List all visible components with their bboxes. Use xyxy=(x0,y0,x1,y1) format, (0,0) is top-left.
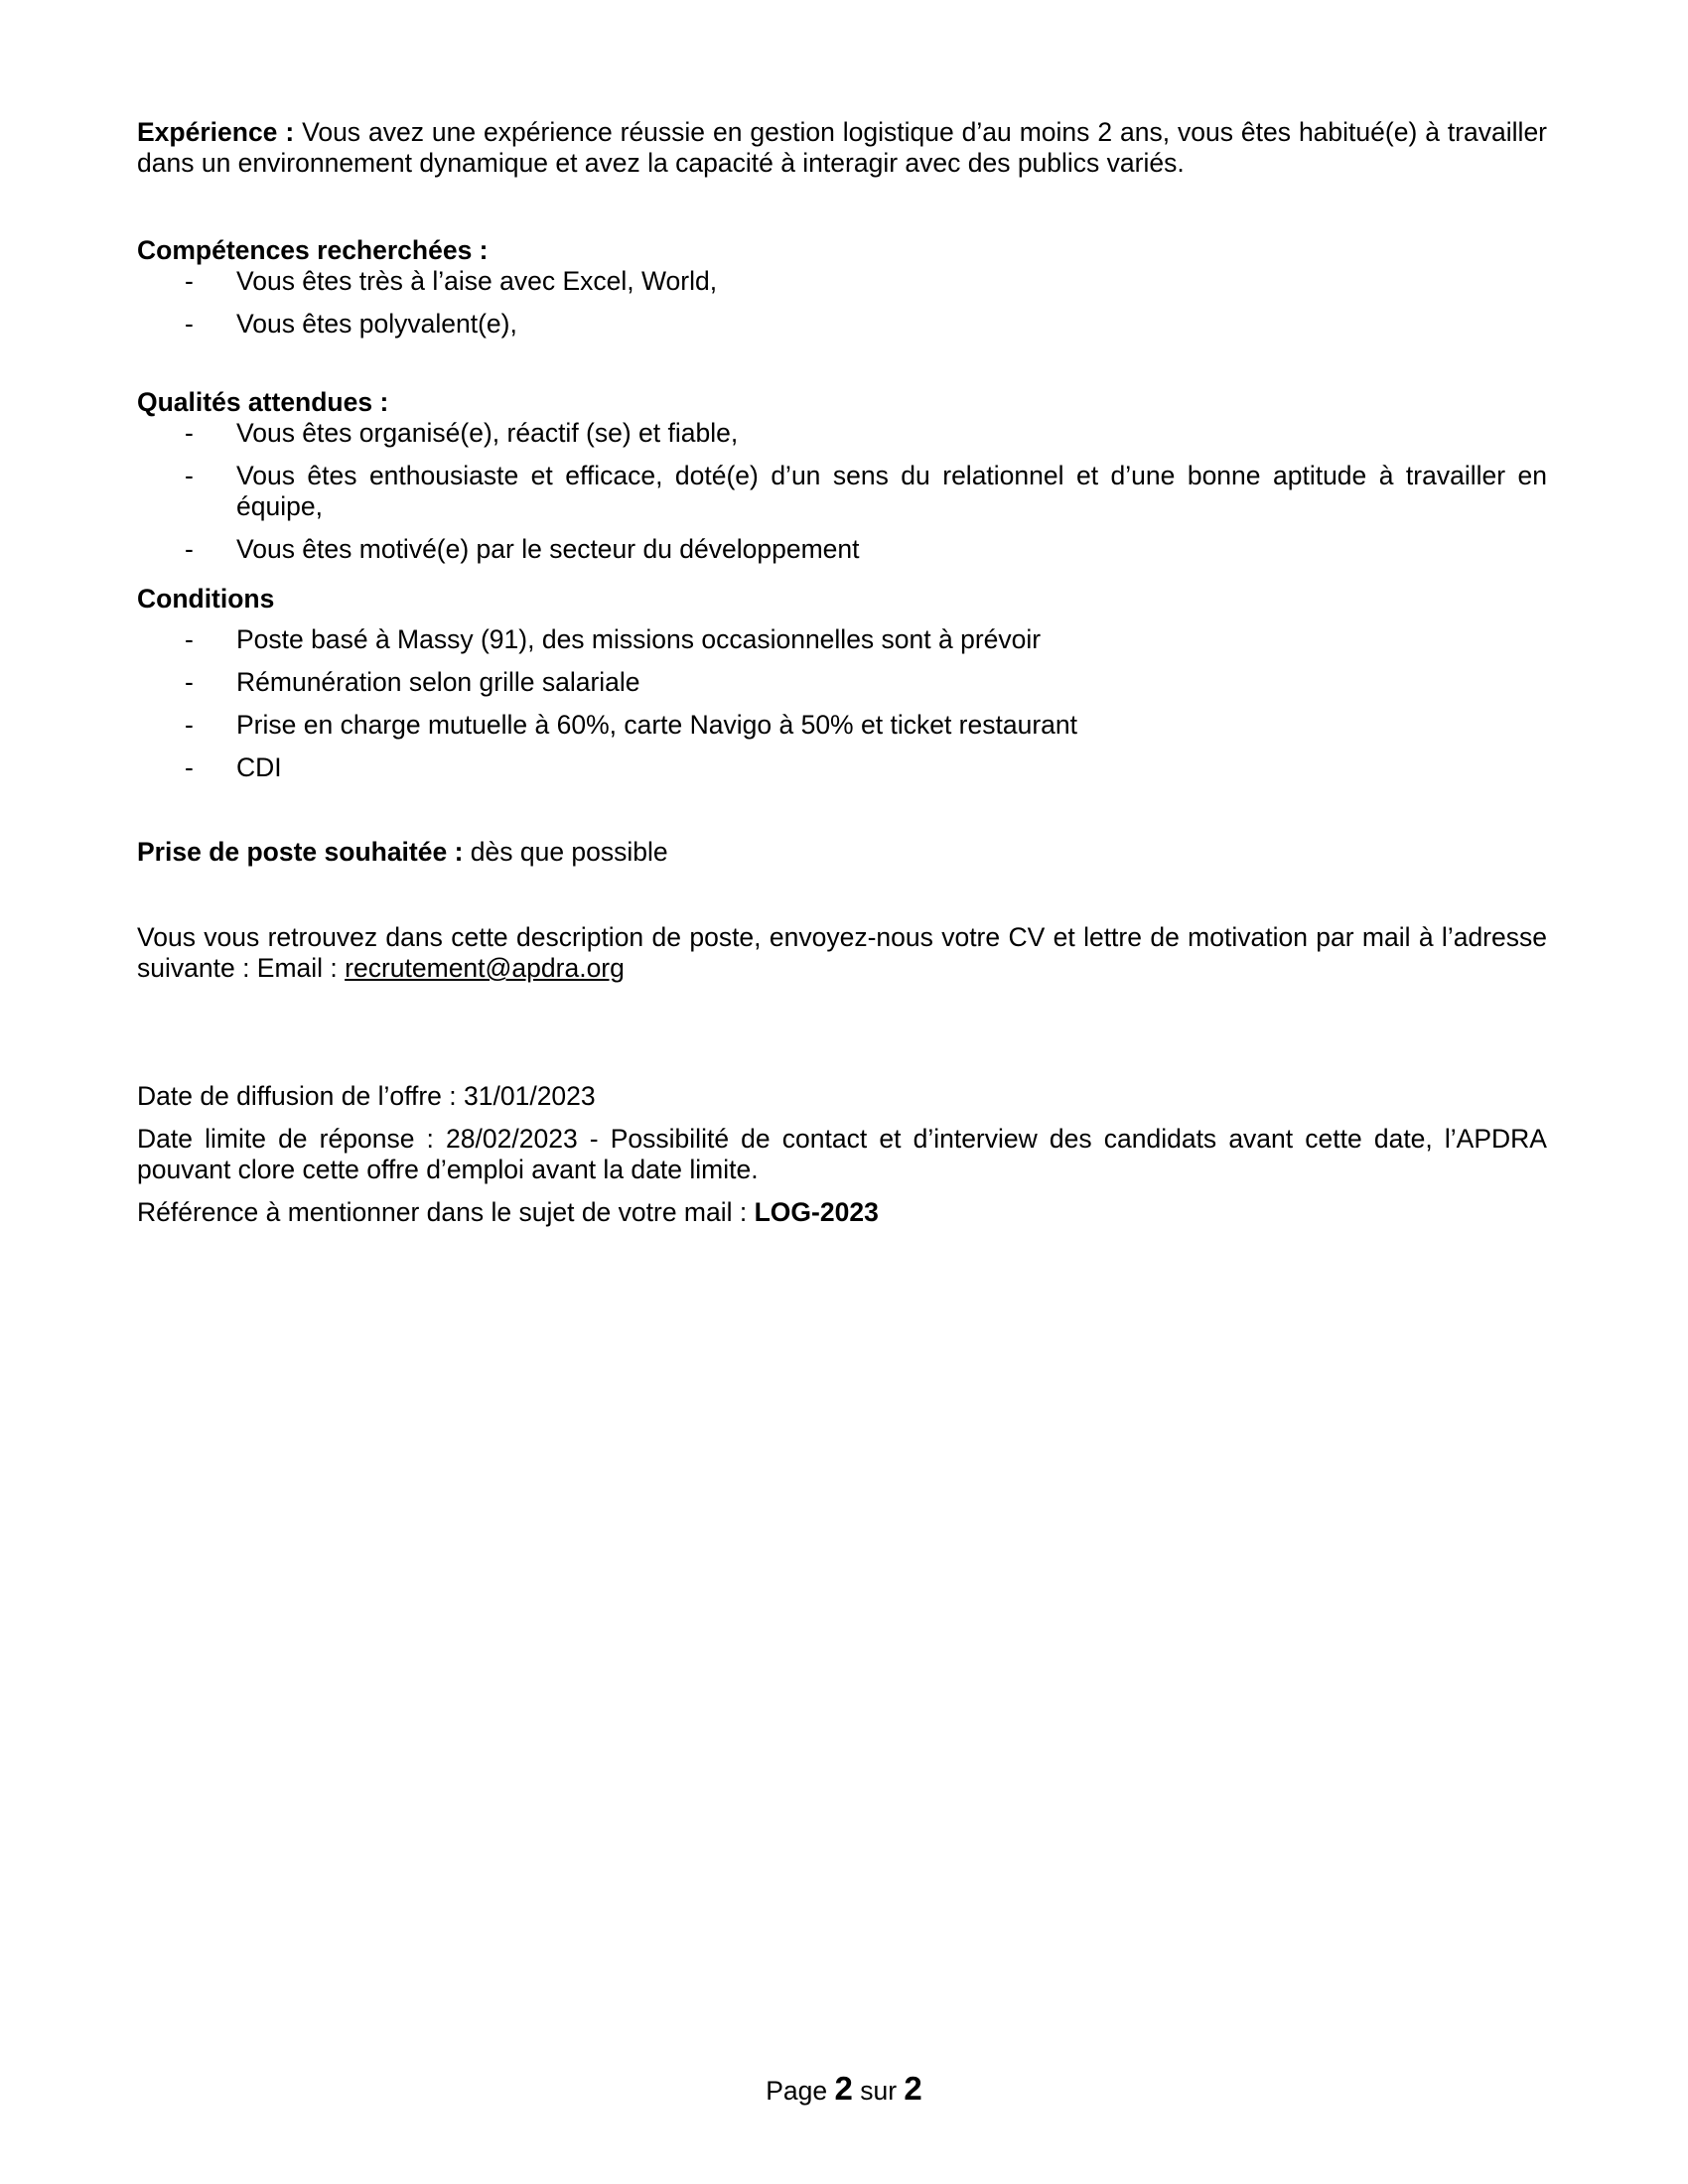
footer-sur-word: sur xyxy=(852,2076,905,2106)
dash-bullet: - xyxy=(185,710,194,740)
qualites-section xyxy=(137,387,1547,565)
dash-bullet: - xyxy=(185,309,194,339)
dash-bullet: - xyxy=(185,418,194,448)
list-item xyxy=(137,710,1547,741)
date-diffusion: Date de diffusion de l’offre : 31/01/2023 xyxy=(137,1081,596,1111)
dash-bullet: - xyxy=(185,461,194,490)
dash-bullet: - xyxy=(185,624,194,654)
contact-text: Vous vous retrouvez dans cette description de poste, envoyez-nous votre CV et lettre de motivation par mail à l’adresse suivante : Email : xyxy=(137,922,1547,983)
date-limite: Date limite de réponse : 28/02/2023 - Possibilité de contact et d’interview des candidats avant cette date, l’APDRA pouvant clore cette offre d’emploi avant la date limite. xyxy=(137,1124,1547,1184)
list-item-text: Vous êtes enthousiaste et efficace, doté(e) d’un sens du relationnel et d’une bonne aptitude à travailler en équipe, xyxy=(236,461,1547,521)
list-item-text: Vous êtes très à l’aise avec Excel, World, xyxy=(236,266,718,296)
qualites-heading: Qualités attendues : xyxy=(137,387,389,417)
list-item-text: Rémunération selon grille salariale xyxy=(236,667,640,697)
competences-heading: Compétences recherchées : xyxy=(137,235,489,265)
prise-de-poste-text: dès que possible xyxy=(463,837,668,867)
qualites-list xyxy=(137,418,1547,565)
footer-page-word: Page xyxy=(766,2076,835,2106)
list-item-text: Vous êtes motivé(e) par le secteur du développement xyxy=(236,534,860,564)
list-item-text: Vous êtes organisé(e), réactif (se) et fiable, xyxy=(236,418,739,448)
list-item-text: CDI xyxy=(236,752,282,782)
contact-paragraph xyxy=(137,922,1547,984)
dash-bullet: - xyxy=(185,667,194,697)
list-item xyxy=(137,309,1547,340)
document-body xyxy=(137,117,1547,1228)
list-item-text: Prise en charge mutuelle à 60%, carte Navigo à 50% et ticket restaurant xyxy=(236,710,1077,740)
list-item xyxy=(137,266,1547,297)
list-item xyxy=(137,534,1547,565)
competences-section xyxy=(137,235,1547,340)
page-footer xyxy=(0,2070,1688,2107)
list-item xyxy=(137,418,1547,449)
list-item xyxy=(137,752,1547,783)
conditions-list xyxy=(137,624,1547,783)
reference-paragraph xyxy=(137,1197,1547,1228)
list-item xyxy=(137,624,1547,655)
list-item-text: Poste basé à Massy (91), des missions occasionnelles sont à prévoir xyxy=(236,624,1042,654)
prise-de-poste-label: Prise de poste souhaitée : xyxy=(137,837,464,867)
reference-code: LOG-2023 xyxy=(754,1197,879,1227)
footer-current-page: 2 xyxy=(834,2070,853,2107)
reference-text: Référence à mentionner dans le sujet de votre mail : xyxy=(137,1197,755,1227)
dash-bullet: - xyxy=(185,534,194,564)
prise-de-poste-paragraph xyxy=(137,837,1547,868)
list-item xyxy=(137,461,1547,522)
dash-bullet: - xyxy=(185,266,194,296)
footer-total-pages: 2 xyxy=(904,2070,922,2107)
experience-label: Expérience : xyxy=(137,117,295,147)
competences-list xyxy=(137,266,1547,340)
dash-bullet: - xyxy=(185,752,194,782)
conditions-heading: Conditions xyxy=(137,584,275,614)
email-link[interactable]: recrutement@apdra.org xyxy=(345,953,625,983)
experience-paragraph xyxy=(137,117,1547,179)
experience-text: Vous avez une expérience réussie en gestion logistique d’au moins 2 ans, vous êtes habitué(e) à travailler dans un environnement dynamique et avez la capacité à interagir avec des publics variés. xyxy=(137,117,1548,178)
conditions-section xyxy=(137,584,1547,783)
list-item xyxy=(137,667,1547,698)
list-item-text: Vous êtes polyvalent(e), xyxy=(236,309,517,339)
